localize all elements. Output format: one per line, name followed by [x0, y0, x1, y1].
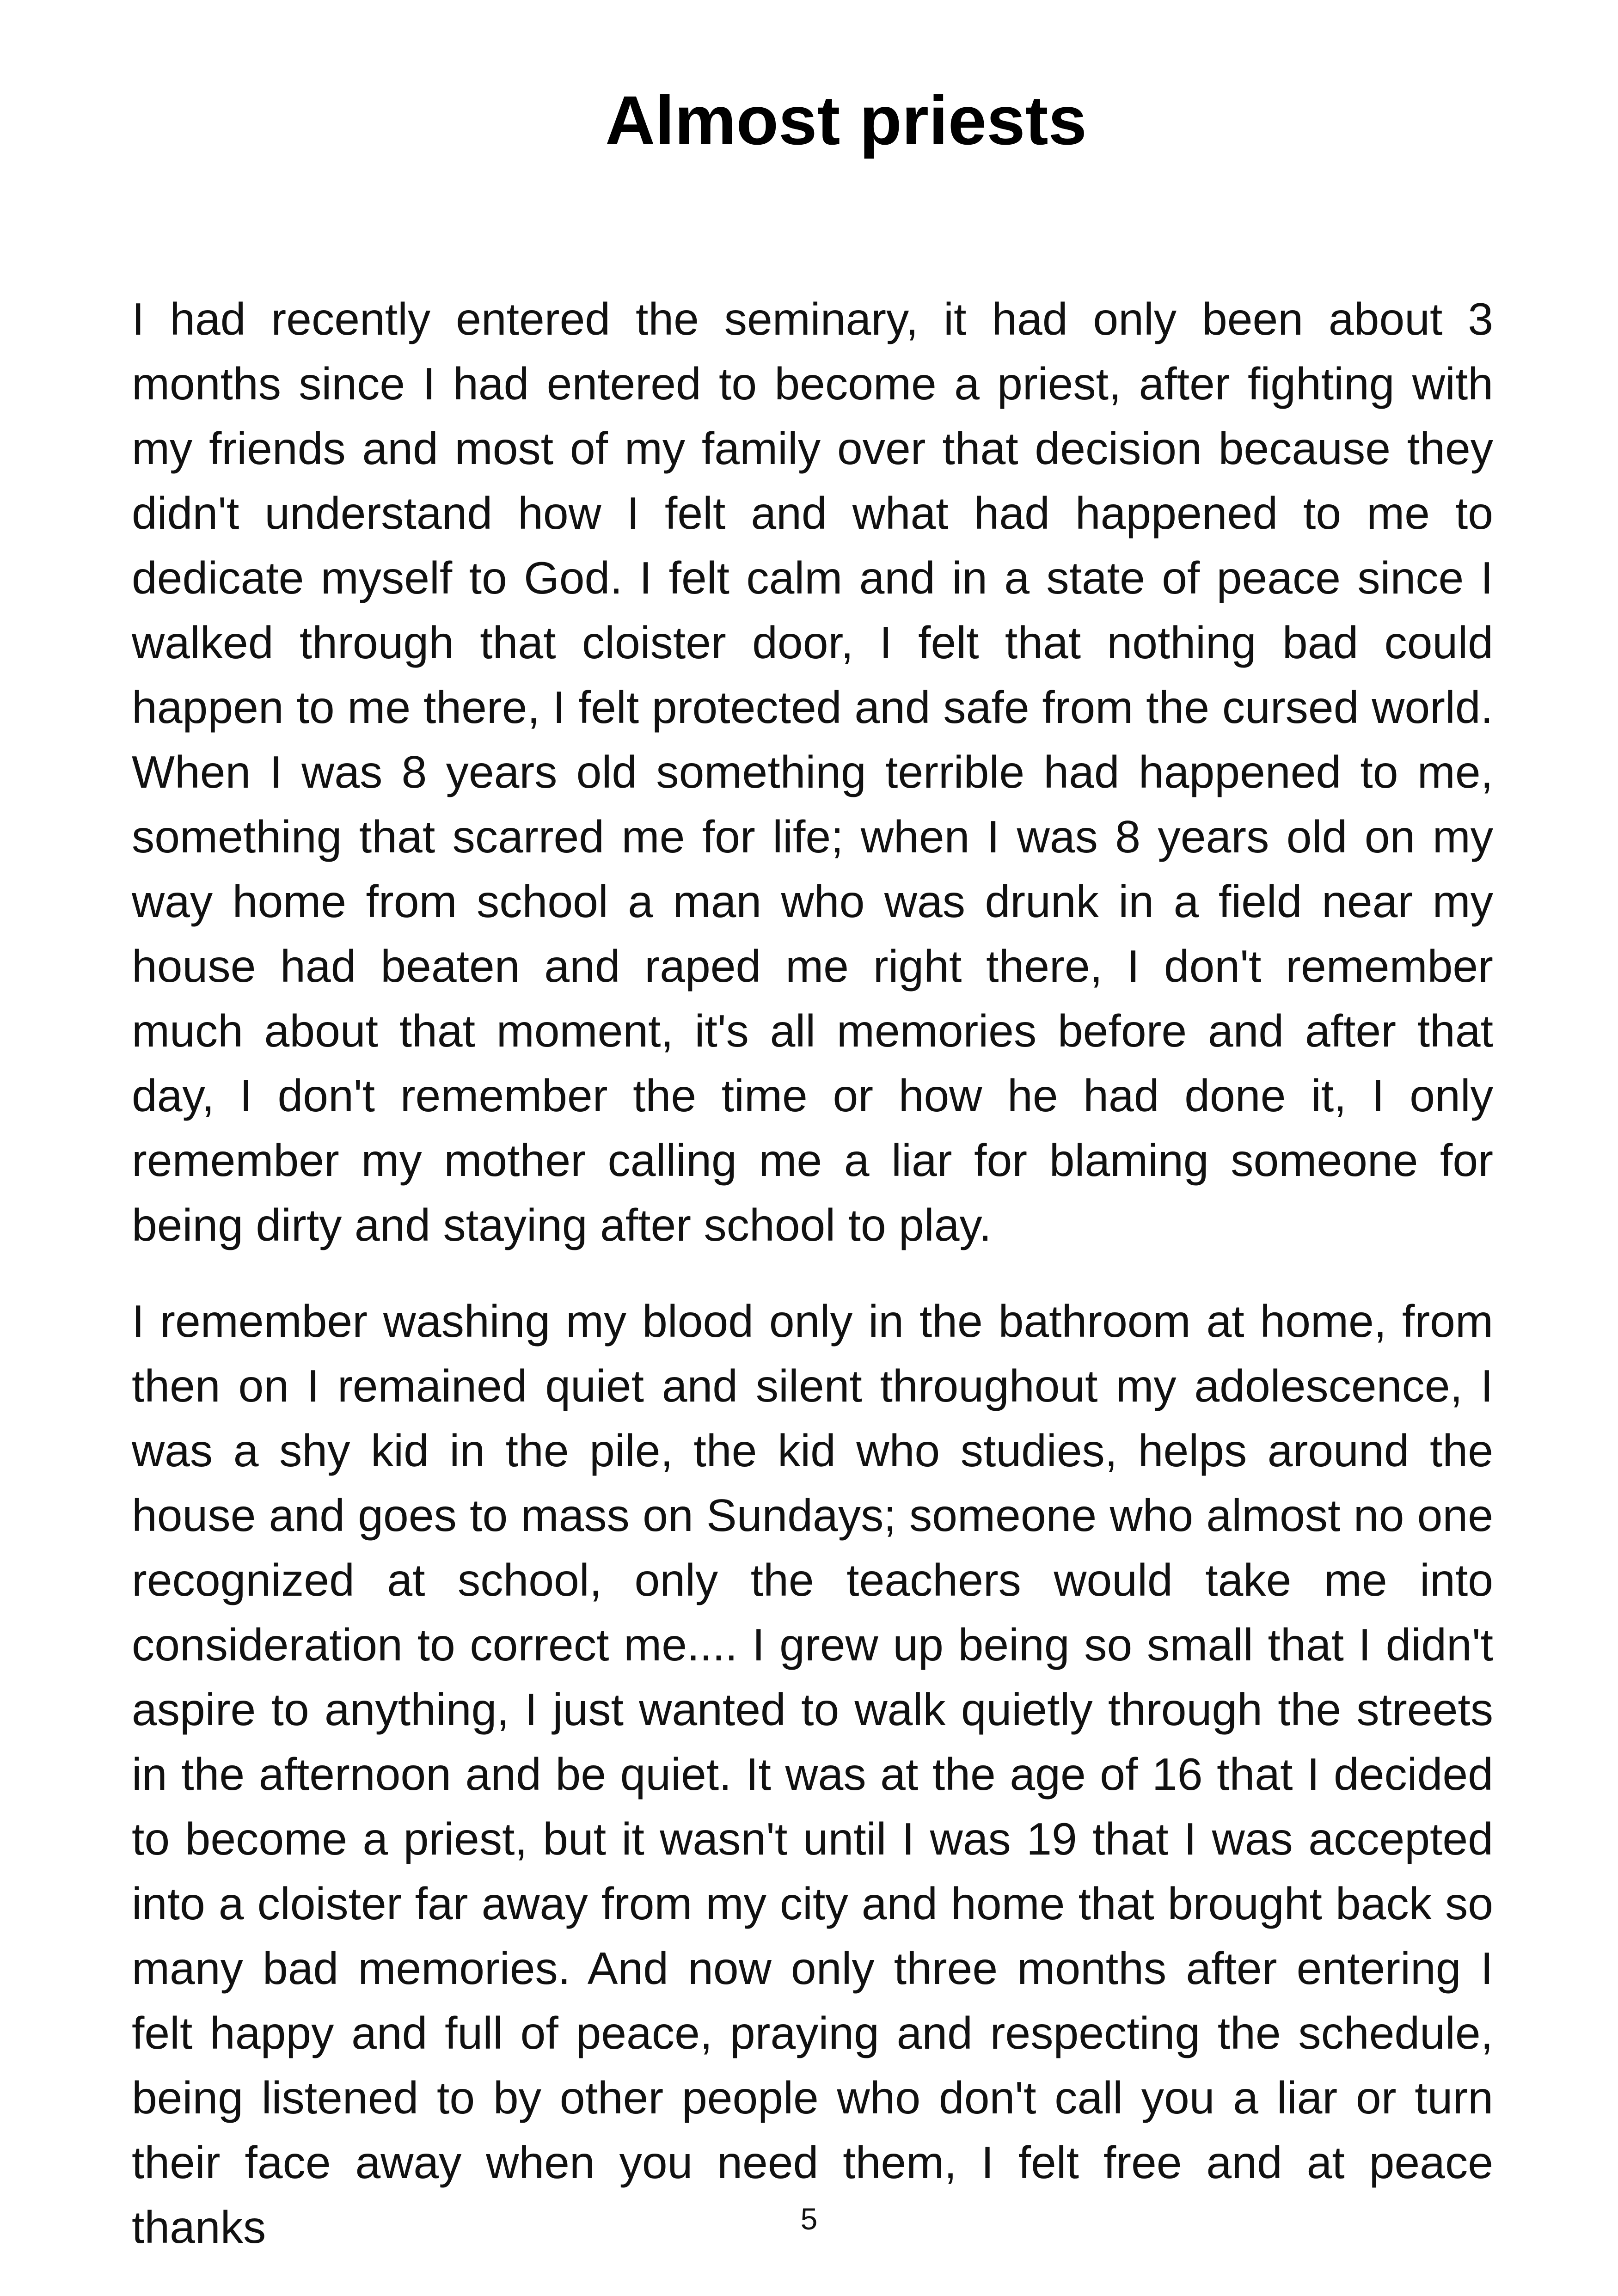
page-number: 5: [800, 2202, 818, 2236]
chapter-title: Almost priests: [605, 81, 1087, 159]
paragraph-2: I remember washing my blood only in the bathroom at home, from then on I remained quiet and silent throughout my adolescence, I was a shy kid in the pile, the kid who studies, helps around the house and goes to mass on Sundays; someone who almost no one recognized at school, only the teachers would take me into consideration to correct me.... I grew up being so small that I didn't aspire to anything, I just wanted to walk quietly through the streets in the afternoon and be quiet. It was at the age of 16 that I decided to become a priest, but it wasn't until I was 19 that I was accepted into a cloister far away from my city and home that brought back so many bad memories. And now only three months after entering I felt happy and full of peace, praying and respecting the schedule, being listened to by other people who don't call you a liar or turn their face away when you need them, I felt free and at peace thanks: [132, 1296, 1493, 2253]
paragraph-1: I had recently entered the seminary, it had only been about 3 months since I had entered to become a priest, after fighting with my friends and most of my family over that decision because they didn't understand how I felt and what had happened to me to dedicate myself to God. I felt calm and in a state of peace since I walked through that cloister door, I felt that nothing bad could happen to me there, I felt protected and safe from the cursed world. When I was 8 years old something terrible had happened to me, something that scarred me for life; when I was 8 years old on my way home from school a man who was drunk in a field near my house had beaten and raped me right there, I don't remember much about that moment, it's all memories before and after that day, I don't remember the time or how he had done it, I only remember my mother calling me a liar for blaming someone for being dirty and staying after school to play.: [132, 294, 1493, 1250]
body-text: [132, 287, 1493, 2259]
